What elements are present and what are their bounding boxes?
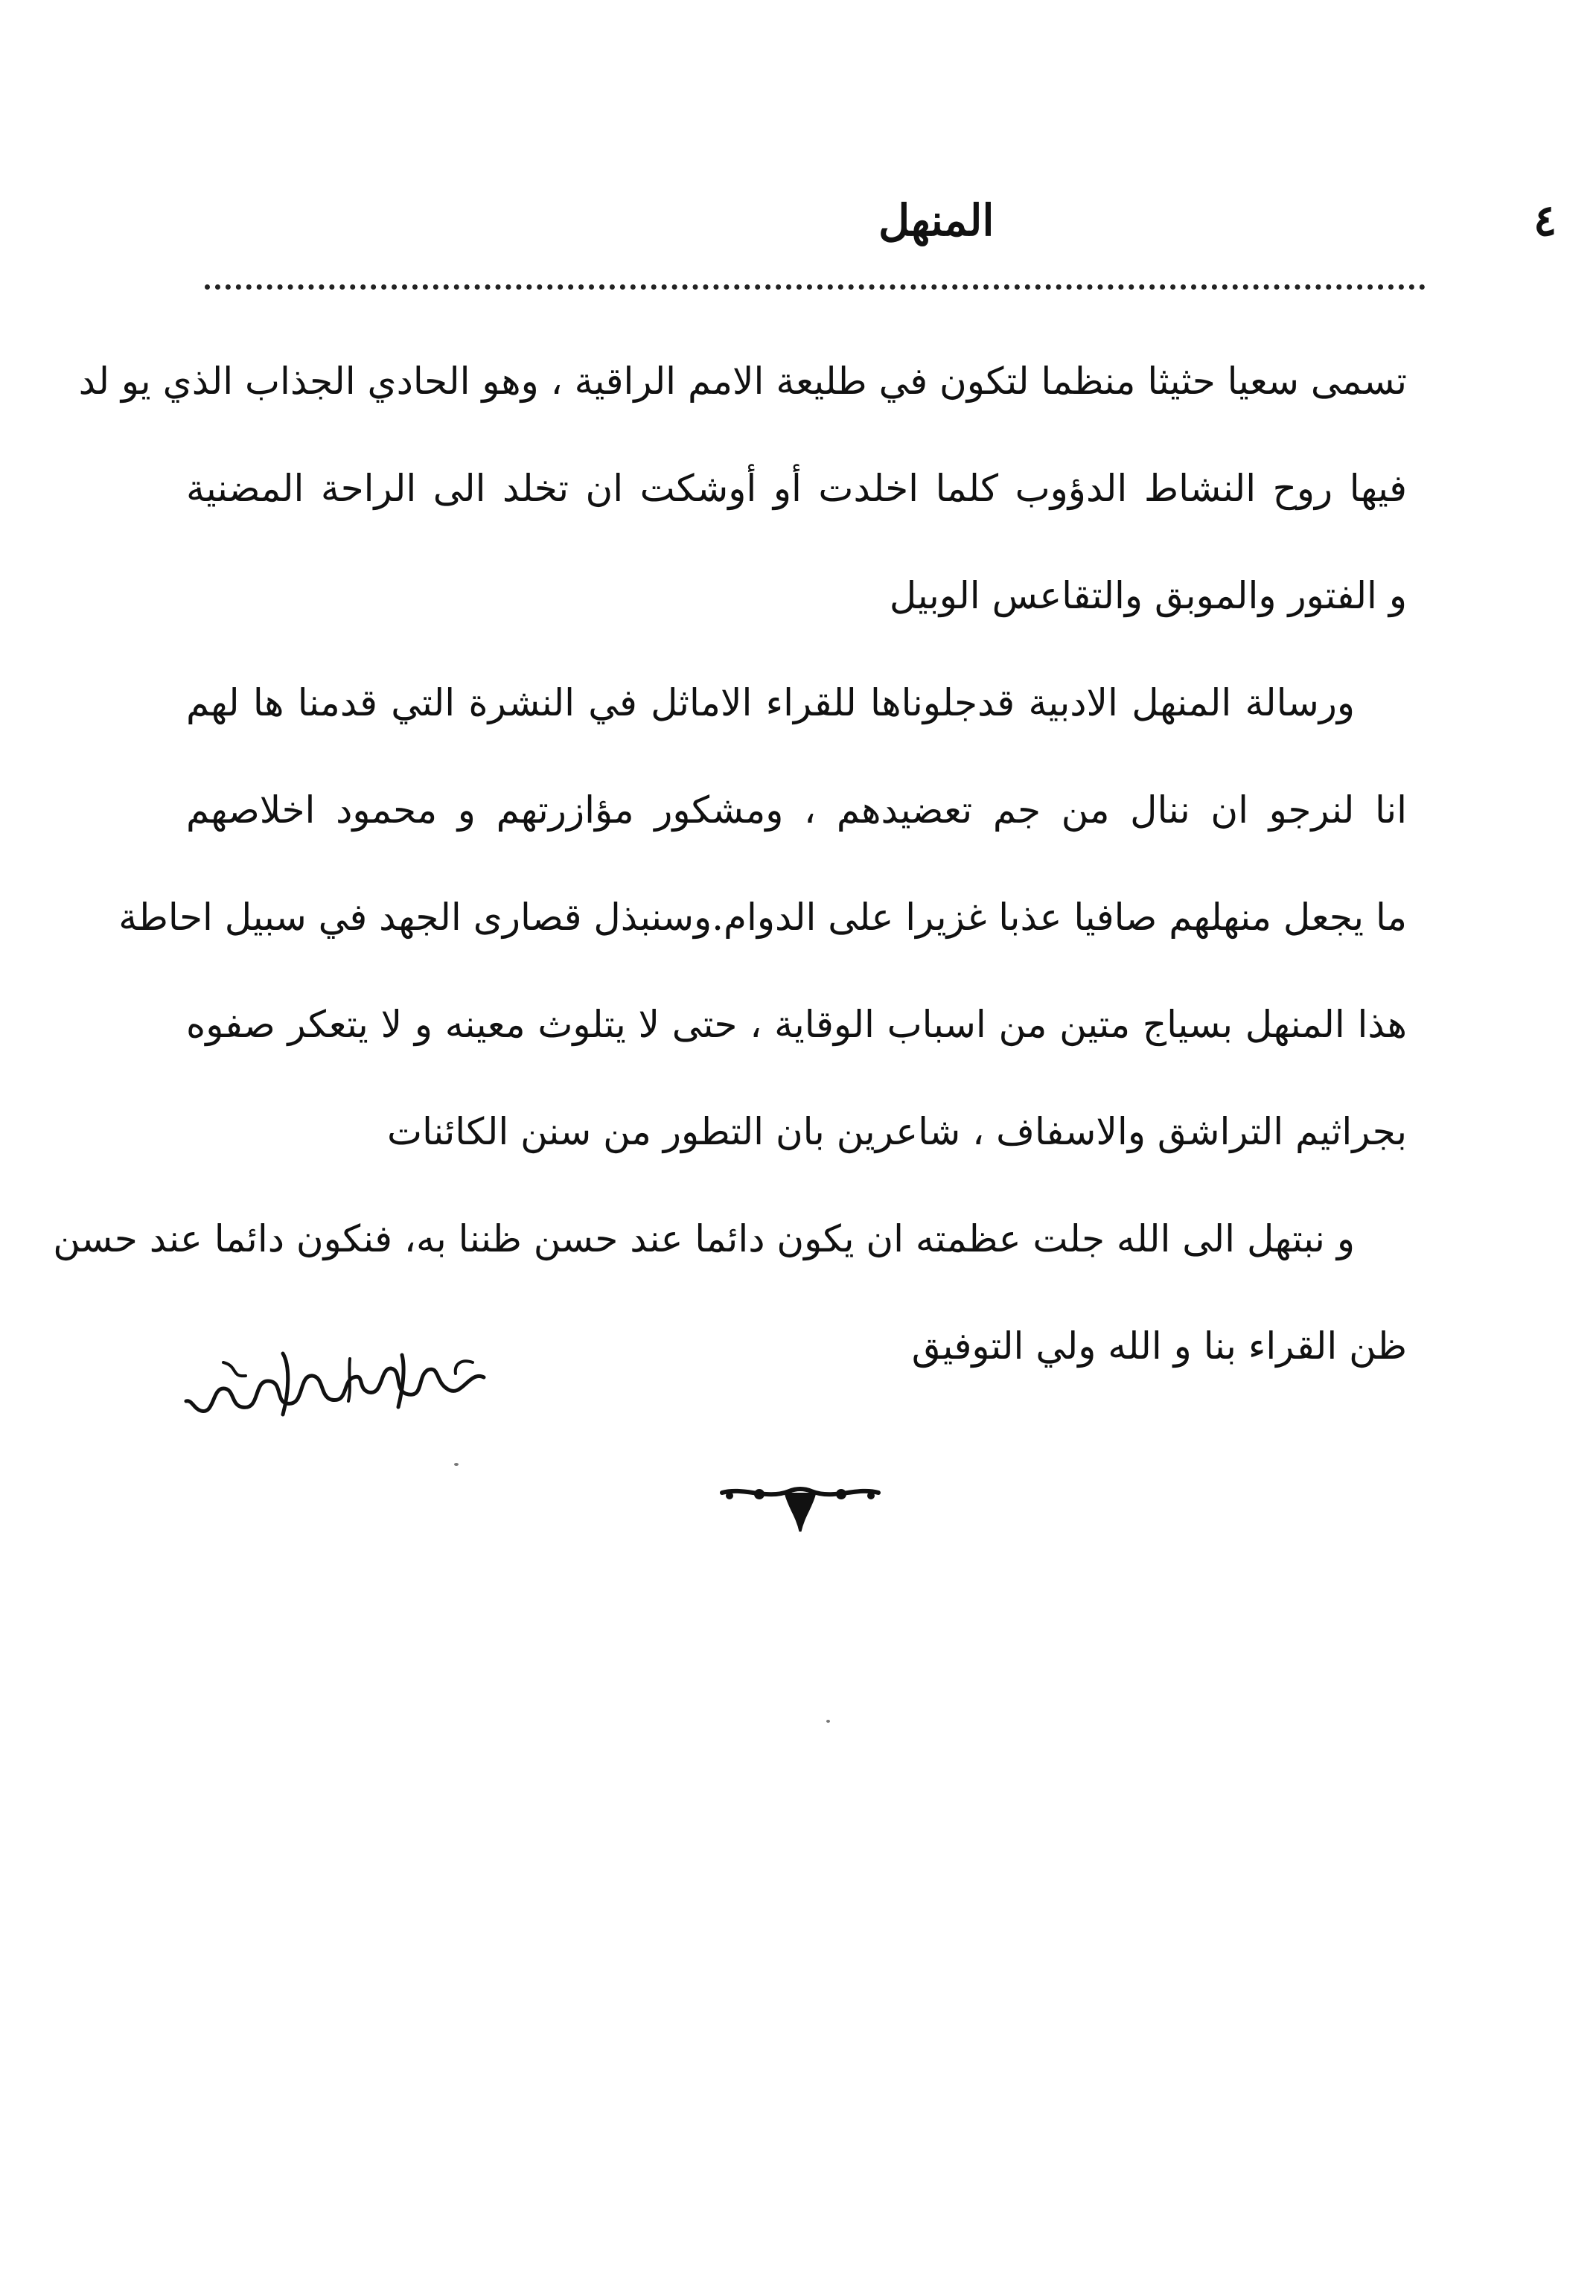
page-number: ٤ [1533, 195, 1557, 246]
text-line: ظن القراء بنا و الله ولي التوفيق [911, 1324, 1407, 1368]
text-line: و نبتهل الى الله جلت عظمته ان يكون دائما عند حسن ظننا به، فنكون دائما عند حسن [53, 1217, 1355, 1260]
header-divider [205, 284, 1426, 290]
text-line: و الفتور والموبق والتقاعس الوبيل [889, 574, 1407, 617]
end-ornament [715, 1470, 886, 1537]
scan-speck [826, 1720, 830, 1723]
scan-speck [454, 1463, 459, 1466]
text-line: انا لنرجو ان ننال من جم تعضيدهم ، ومشكور مؤازرتهم و محمود اخلاصهم [186, 788, 1407, 832]
text-line: فيها روح النشاط الدؤوب كلما اخلدت أو أوشكت ان تخلد الى الراحة المضنية [186, 467, 1407, 510]
text-line: بجراثيم التراشق والاسفاف ، شاعرين بان التطور من سنن الكائنات [387, 1110, 1407, 1153]
text-line: ورسالة المنهل الادبية قدجلوناها للقراء الاماثل في النشرة التي قدمنا ها لهم [186, 681, 1355, 724]
text-line: ما يجعل منهلهم صافيا عذبا غزيرا على الدوام.وسنبذل قصارى الجهد في سبيل احاطة [118, 896, 1407, 939]
body-text [53, 328, 1407, 1400]
text-line: هذا المنهل بسياج متين من اسباب الوقاية ، حتى لا يتلوث معينه و لا يتعكر صفوه [186, 1003, 1407, 1046]
handwritten-signature [179, 1348, 491, 1437]
text-line: تسمى سعيا حثيثا منظما لتكون في طليعة الامم الراقية ، وهو الحادي الجذاب الذي يو لد [78, 360, 1407, 403]
page-header [186, 195, 1557, 262]
running-title: المنهل [878, 195, 995, 246]
